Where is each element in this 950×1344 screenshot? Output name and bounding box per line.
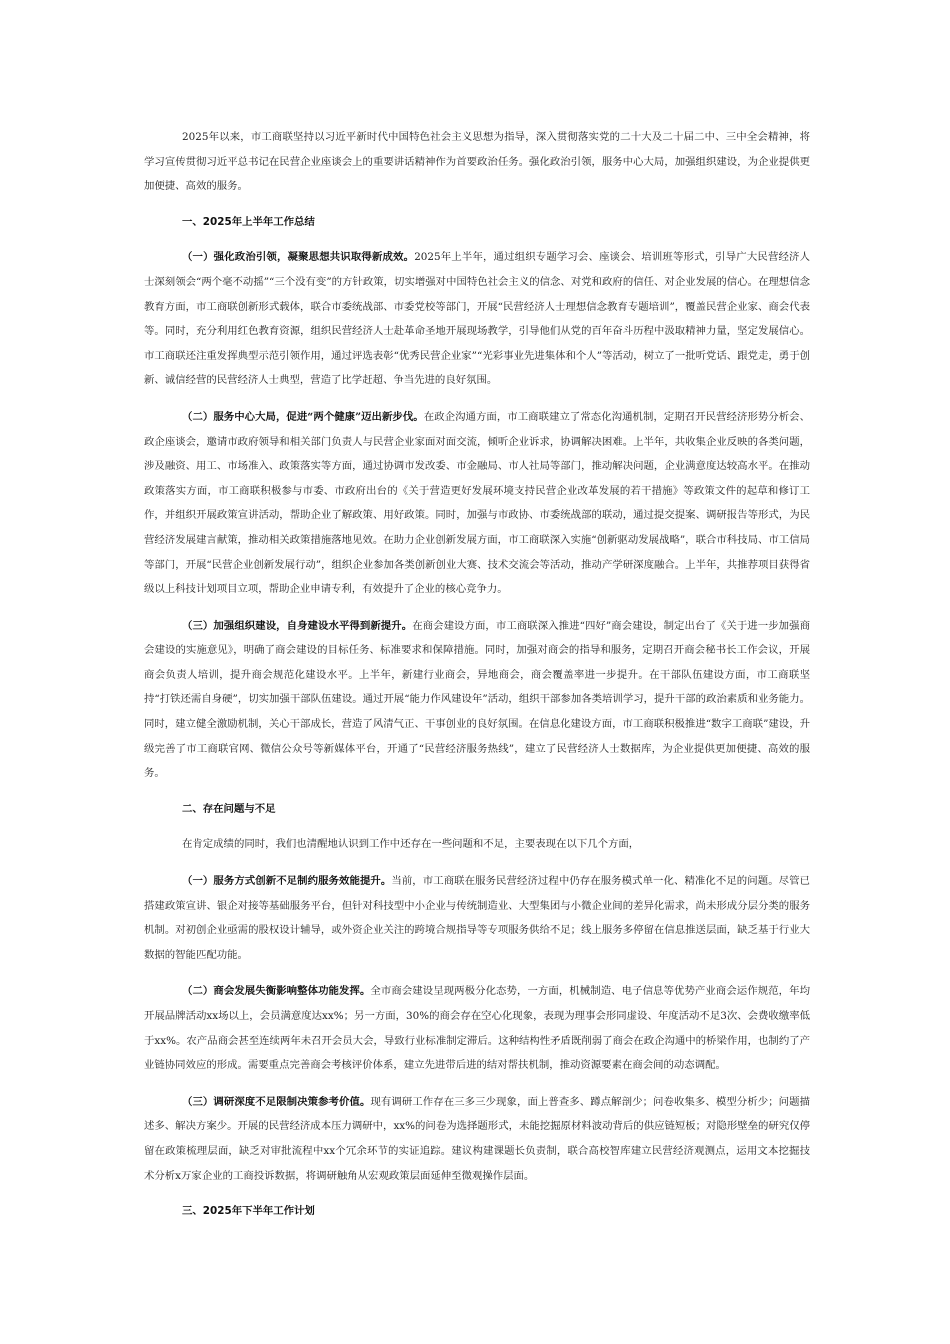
paragraph-2-1 [144,869,810,967]
paragraph-lead: （一）强化政治引领，凝聚思想共识取得新成效。 [182,251,415,264]
paragraph-lead: （一）服务方式创新不足制约服务效能提升。 [182,875,392,888]
paragraph-text: 全市商会建设呈现两极分化态势，一方面，机械制造、电子信息等优势产业商会运作规范，年均开展品牌活动xx场以上，会员满意度达xx%；另一方面，30%的商会存在空心化现象，表现为理事会形同虚设、年度活动不足3次、会费收缴率低于xx%。农产品商会甚至连续两年未召开会员大会，导致行业标准制定滞后。这种结构性矛盾既削弱了商会在政企沟通中的桥梁作用，也制约了产业链协同效应的形成。需要重点完善商会考核评价体系，建立先进带后进的结对帮扶机制，推动资源要素在商会间的动态调配。 [144,985,810,1072]
paragraph-text: 当前，市工商联在服务民营经济过程中仍存在服务模式单一化、精准化不足的问题。尽管已搭建政策宣讲、银企对接等基础服务平台，但针对科技型中小企业与传统制造业、大型集团与小微企业间的差异化需求，尚未形成分层分类的服务机制。对初创企业亟需的股权设计辅导，或外资企业关注的跨境合规指导等专项服务供给不足；线上服务多停留在信息推送层面，缺乏基于行业大数据的智能匹配功能。 [144,875,810,961]
paragraph-lead: （二）商会发展失衡影响整体功能发挥。 [182,985,371,998]
paragraph-lead: （三）调研深度不足限制决策参考价值。 [182,1095,371,1108]
document-body [144,125,810,1224]
paragraph-lead: （二）服务中心大局，促进“两个健康”迈出新步伐。 [182,410,424,423]
paragraph-1-3 [144,614,810,786]
paragraph-text: 在商会建设方面，市工商联深入推进“四好”商会建设，制定出台了《关于进一步加强商会建设的实施意见》，明确了商会建设的目标任务、标准要求和保障措施。同时，加强对商会的指导和服务，定期召开商会秘书长工作会议，开展商会负责人培训，提升商会规范化建设水平。上半年，新建行业商会，异地商会，商会覆盖率进一步提升。在干部队伍建设方面，市工商联坚持“打铁还需自身硬”，切实加强干部队伍建设。通过开展“能力作风建设年”活动，组织干部参加各类培训学习，提升干部的政治素质和业务能力。同时，建立健全激励机制，关心干部成长，营造了风清气正、干事创业的良好氛围。在信息化建设方面，市工商联积极推进“数字工商联”建设，升级完善了市工商联官网、微信公众号等新媒体平台，开通了“民营经济服务热线”，建立了民营经济人士数据库，为企业提供更加便捷、高效的服务。 [144,619,811,780]
section-2-intro: 在肯定成绩的同时，我们也清醒地认识到工作中还存在一些问题和不足，主要表现在以下几个方面， [182,838,640,851]
intro-text: 2025年以来，市工商联坚持以习近平新时代中国特色社会主义思想为指导，深入贯彻落实党的二十大及二十届二中、三中全会精神，将学习宣传贯彻习近平总书记在民营企业座谈会上的重要讲话精神作为首要政治任务。强化政治引领，服务中心大局，加强组织建设，为企业提供更加便捷、高效的服务。 [144,131,810,193]
paragraph-text: 现有调研工作存在三多三少现象，面上普查多、蹲点解剖少；问卷收集多、模型分析少；问题描述多、解决方案少。开展的民营经济成本压力调研中，xx%的问卷为选择题形式，未能挖掘原材料波动背后的供应链短板；对隐形壁垒的研究仅停留在政策梳理层面，缺乏对审批流程中xx个冗余环节的实证追踪。建议构建课题长负责制，联合高校智库建立民营经济观测点，运用文本挖掘技术分析x万家企业的工商投诉数据，将调研触角从宏观政策层面延伸至微观操作层面。 [144,1095,810,1182]
paragraph-1-1 [144,245,810,393]
paragraph-text: 2025年上半年，通过组织专题学习会、座谈会、培训班等形式，引导广大民营经济人士深刻领会“两个毫不动摇”“三个没有变”的方针政策，切实增强对中国特色社会主义的信念、对党和政府的信任、对企业发展的信心。在理想信念教育方面，市工商联创新形式载体，联合市委统战部、市委党校等部门，开展“民营经济人士理想信念教育专题培训”，覆盖民营企业家、商会代表等。同时，充分利用红色教育资源，组织民营经济人士赴革命圣地开展现场教学，引导他们从党的百年奋斗历程中汲取精神力量，坚定发展信心。市工商联还注重发挥典型示范引领作用，通过评选表彰“优秀民营企业家”“光彩事业先进集体和个人”等活动，树立了一批听党话、跟党走，勇于创新、诚信经营的民营经济人士典型，营造了比学赶超、争当先进的良好氛围。 [144,251,810,387]
section-heading-2: 二、存在问题与不足 [182,802,276,815]
paragraph-lead: （三）加强组织建设，自身建设水平得到新提升。 [182,619,413,632]
paragraph-2-3 [144,1090,810,1188]
intro-paragraph [144,125,810,199]
section-heading-1: 一、2025年上半年工作总结 [182,215,315,228]
paragraph-2-2 [144,979,810,1077]
paragraph-text: 在政企沟通方面，市工商联建立了常态化沟通机制，定期召开民营经济形势分析会、政企座谈会，邀请市政府领导和相关部门负责人与民营企业家面对面交流，倾听企业诉求，协调解决困难。上半年，共收集企业反映的各类问题，涉及融资、用工、市场准入、政策落实等方面，通过协调市发改委、市金融局、市人社局等部门，推动解决问题，企业满意度达较高水平。在推动政策落实方面，市工商联积极参与市委、市政府出台的《关于营造更好发展环境支持民营企业改革发展的若干措施》等政策文件的起草和修订工作，并组织开展政策宣讲活动，帮助企业了解政策、用好政策。同时，加强与市政协、市委统战部的联动，通过提交提案、调研报告等形式，为民营经济发展建言献策，推动相关政策措施落地见效。在助力企业创新发展方面，市工商联深入实施“创新驱动发展战略”，联合市科技局、市工信局等部门，开展“民营企业创新发展行动”，组织企业参加各类创新创业大赛、技术交流会等活动，推动产学研深度融合。上半年，共推荐项目获得省级以上科技计划项目立项，帮助企业申请专利，有效提升了企业的核心竞争力。 [144,410,810,596]
paragraph-1-2 [144,405,810,602]
section-heading-3: 三、2025年下半年工作计划 [182,1205,315,1218]
